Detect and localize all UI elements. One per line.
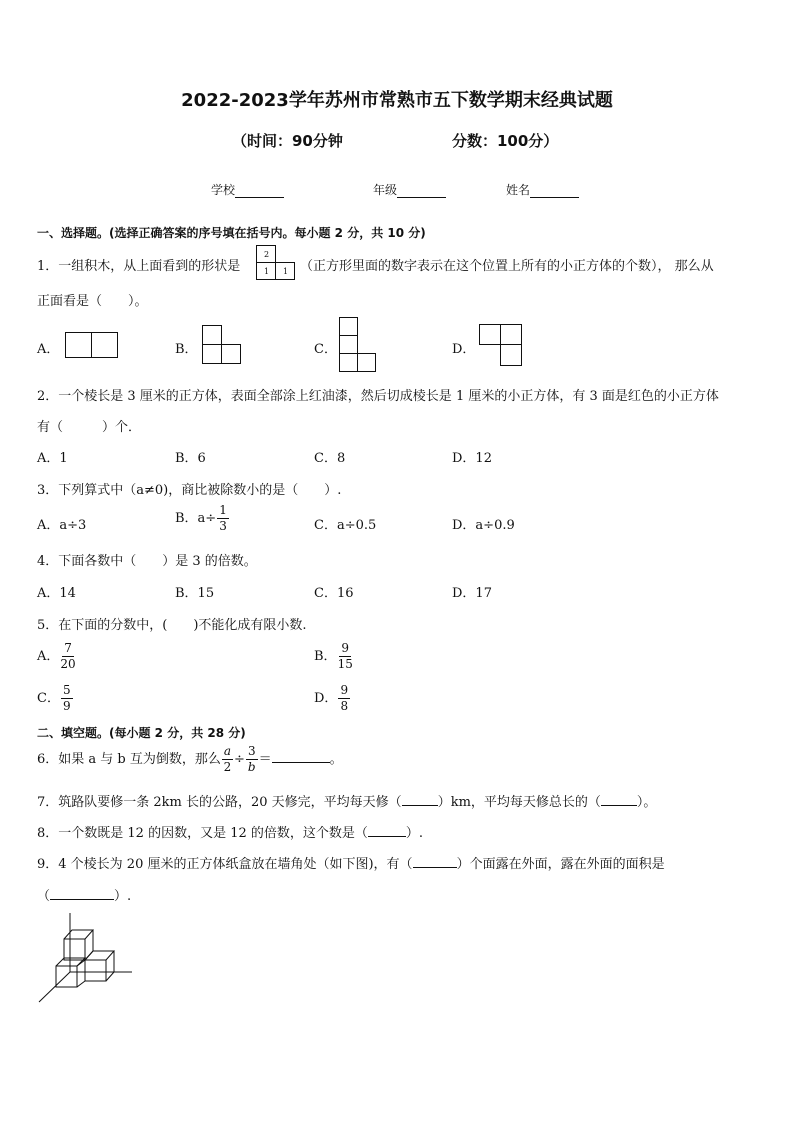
question-9-line2: （ ）. [37, 885, 131, 904]
school-field[interactable]: 学校 [211, 181, 284, 198]
q4-option-c[interactable]: C．16 [314, 586, 354, 601]
section-fill-heading: 二、填空题。(每小题 2 分，共 28 分) [37, 726, 246, 740]
question-7-text: 7．筑路队要修一条 2km 长的公路，20 天修完，平均每天修（ ）km，平均每天修总长的（ ）。 [37, 791, 656, 810]
q7-blank-1[interactable] [402, 792, 438, 806]
question-1-line2: 正面看是（ ）。 [37, 294, 148, 309]
q9-blank-1[interactable] [413, 854, 457, 868]
top-view-figure [256, 245, 296, 281]
q1-option-b[interactable]: B． [175, 342, 198, 357]
question-1-text-cont: （正方形里面的数字表示在这个位置上所有的小正方体的个数）， 那么从 [300, 259, 714, 274]
q5-option-a[interactable]: A． $\frac{7}{20}$ [37, 641, 76, 671]
q5-option-b[interactable]: B． $\frac{9}{15}$ [314, 641, 353, 671]
page-title: 2022-2023学年苏州市常熟市五下数学期末经典试题 [181, 90, 613, 111]
q2-option-c[interactable]: C．8 [314, 451, 346, 466]
cell-digit: 2 [264, 250, 270, 259]
q3-option-b[interactable]: B．a÷ $\frac{1}{3}$ [175, 503, 227, 533]
q3-option-b-fraction: $\frac{1}{3}$ [219, 503, 227, 533]
q2-option-d[interactable]: D．12 [452, 451, 492, 466]
q1-option-d[interactable]: D． [452, 342, 476, 357]
question-4-text: 4．下面各数中（ ）是 3 的倍数。 [37, 554, 257, 569]
question-2-line2: 有（ ）个． [37, 420, 142, 435]
q4-option-a[interactable]: A．14 [37, 586, 76, 601]
q1-option-a[interactable]: A． [37, 342, 60, 357]
q3-option-a[interactable]: A．a÷3 [37, 518, 87, 533]
q2-option-b[interactable]: B．6 [175, 451, 206, 466]
q6-answer-blank[interactable] [272, 749, 330, 763]
q4-option-d[interactable]: D．17 [452, 586, 492, 601]
section-choice-heading: 一、选择题。(选择正确答案的序号填在括号内。每小题 2 分，共 10 分) [37, 226, 426, 240]
corner-cubes-figure [38, 912, 134, 1004]
q1-option-d-figure [479, 324, 525, 368]
name-field[interactable]: 姓名 [506, 181, 579, 198]
q9-blank-2[interactable] [50, 886, 114, 900]
question-6-text: 6．如果 a 与 b 互为倒数，那么 $\frac{a}{2}$ ÷ $\frac{3}{b}$ ＝ 。 [37, 744, 343, 774]
q7-blank-2[interactable] [601, 792, 637, 806]
q2-option-a[interactable]: A．1 [37, 451, 68, 466]
q8-blank[interactable] [368, 823, 406, 837]
question-8-text: 8．一个数既是 12 的因数，又是 12 的倍数，这个数是（ ）. [37, 822, 423, 841]
q1-option-a-figure [65, 332, 119, 358]
question-3-text: 3．下列算式中（a≠0)，商比被除数小的是（ ）. [37, 483, 342, 498]
question-9-text: 9．4 个棱长为 20 厘米的正方体纸盒放在墙角处（如下图)，有（ ）个面露在外面，露在外面的面积是 [37, 853, 665, 872]
exam-score: 分数：100分） [452, 132, 559, 150]
q1-option-c-figure [339, 317, 379, 373]
q3-option-c[interactable]: C．a÷0.5 [314, 518, 377, 533]
q3-option-d[interactable]: D．a÷0.9 [452, 518, 515, 533]
cell-digit: 1 [264, 267, 270, 276]
cell-digit: 1 [283, 267, 289, 276]
grade-field[interactable]: 年级 [373, 181, 446, 198]
question-1-text: 1．一组积木，从上面看到的形状是 [37, 259, 241, 274]
q4-option-b[interactable]: B．15 [175, 586, 215, 601]
question-5-text: 5．在下面的分数中，( )不能化成有限小数. [37, 618, 307, 633]
q1-option-c[interactable]: C． [314, 342, 337, 357]
question-2-text: 2．一个棱长是 3 厘米的正方体，表面全部涂上红油漆，然后切成棱长是 1 厘米的小正方体，有 3 面是红色的小正方体 [37, 389, 719, 404]
q5-option-c[interactable]: C． $\frac{5}{9}$ [37, 683, 71, 713]
q5-option-d[interactable]: D． $\frac{9}{8}$ [314, 683, 349, 713]
q1-option-b-figure [202, 325, 244, 365]
exam-time: （时间：90分钟 [232, 132, 343, 150]
